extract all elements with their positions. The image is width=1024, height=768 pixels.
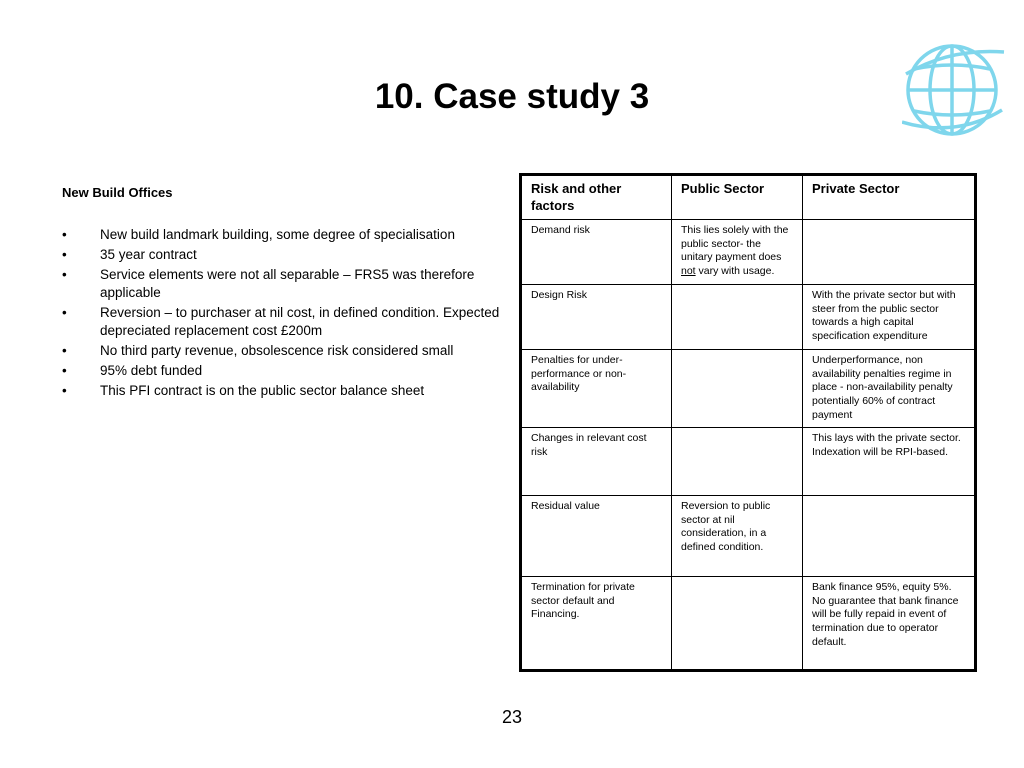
risk-cell: Residual value [521, 496, 672, 577]
column-header-risk: Risk and other factors [521, 175, 672, 220]
risk-cell: Design Risk [521, 285, 672, 350]
bullet-item: • Service elements were not all separable – FRS5 was therefore applicable [62, 267, 475, 300]
risk-cell: Termination for private sector default and Financing. [521, 577, 672, 671]
table-header-row [521, 175, 976, 220]
slide-title: 10. Case study 3 [374, 77, 650, 116]
risk-cell: Changes in relevant cost risk [521, 428, 672, 496]
public-sector-cell: This lies solely with the public sector- the unitary payment does not vary with usage. [672, 220, 803, 285]
table-row [521, 577, 976, 671]
private-sector-cell: Bank finance 95%, equity 5%. No guarantee that bank finance will be fully repaid in event of termination due to operator default. [803, 577, 976, 671]
risk-cell: Penalties for under-performance or non-availability [521, 350, 672, 428]
table-row [521, 496, 976, 577]
bullet-item: • New build landmark building, some degree of specialisation [62, 227, 455, 242]
table-row [521, 428, 976, 496]
section-heading: New Build Offices [62, 185, 173, 200]
private-sector-cell: Underperformance, non availability penalties regime in place - non-availability penalty potentially 60% of contract payment [803, 350, 976, 428]
public-sector-cell [672, 577, 803, 671]
private-sector-cell: This lays with the private sector. Indexation will be RPI-based. [803, 428, 976, 496]
bullet-item: • 35 year contract [62, 247, 197, 262]
bullet-item: • No third party revenue, obsolescence risk considered small [62, 343, 454, 358]
risk-cell: Demand risk [521, 220, 672, 285]
table-row [521, 285, 976, 350]
bullet-list [62, 226, 502, 402]
column-header-public: Public Sector [672, 175, 803, 220]
globe-icon [902, 38, 1006, 142]
public-sector-cell [672, 285, 803, 350]
bullet-item: • 95% debt funded [62, 363, 203, 378]
table-row [521, 350, 976, 428]
column-header-private: Private Sector [803, 175, 976, 220]
risk-allocation-table [519, 173, 977, 672]
page-number: 23 [501, 707, 523, 727]
public-sector-cell [672, 350, 803, 428]
private-sector-cell [803, 220, 976, 285]
table-row [521, 220, 976, 285]
private-sector-cell: With the private sector but with steer from the public sector towards a high capital specification expenditure [803, 285, 976, 350]
bullet-item: • This PFI contract is on the public sector balance sheet [62, 383, 425, 398]
public-sector-cell [672, 428, 803, 496]
public-sector-cell: Reversion to public sector at nil consideration, in a defined condition. [672, 496, 803, 577]
private-sector-cell [803, 496, 976, 577]
bullet-item: • Reversion – to purchaser at nil cost, in defined condition. Expected depreciated replacement cost £200m [62, 305, 500, 338]
